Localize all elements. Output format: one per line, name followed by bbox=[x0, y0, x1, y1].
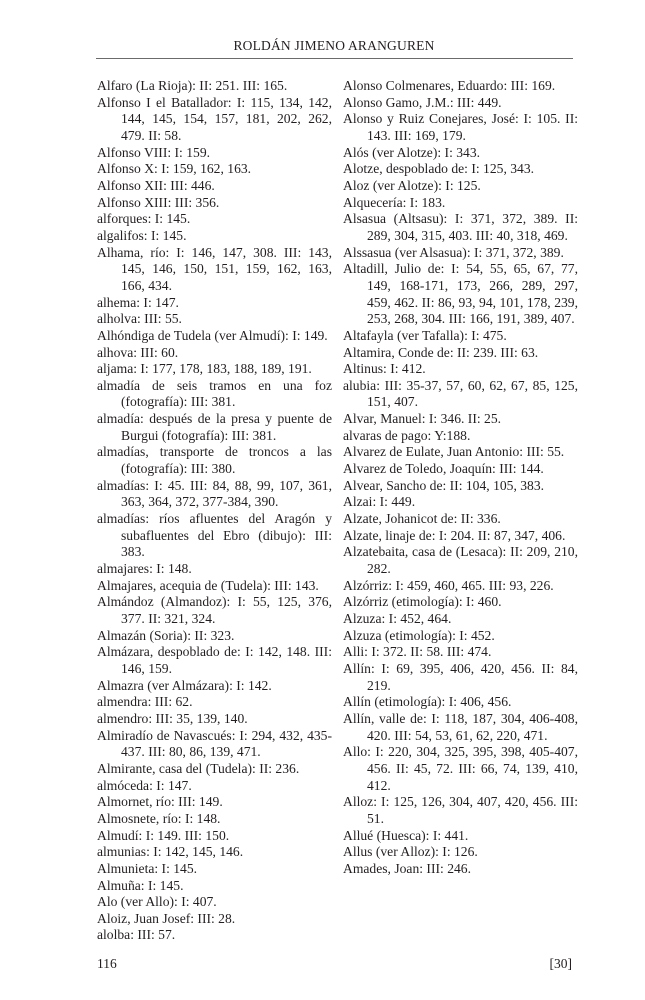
index-entry: Almiradío de Navascués: I: 294, 432, 435-437. III: 80, 86, 139, 471. bbox=[97, 727, 332, 760]
index-entry: Allo: I: 220, 304, 325, 395, 398, 405-407, 456. II: 45, 72. III: 66, 74, 139, 410, 412. bbox=[343, 744, 578, 793]
index-entry: Almuña: I: 145. bbox=[97, 877, 184, 893]
index-entry: Alssasua (ver Alsasua): I: 371, 372, 389. bbox=[343, 244, 564, 260]
index-entry: almendra: III: 62. bbox=[97, 694, 193, 710]
index-entry: alholva: III: 55. bbox=[97, 311, 182, 327]
index-entry: almadías: ríos afluentes del Aragón y subafluentes del Ebro (dibujo): III: 383. bbox=[97, 511, 332, 560]
index-entry: Almázara, despoblado de: I: 142, 148. III: 146, 159. bbox=[97, 644, 332, 676]
index-entry: Alzuza: I: 452, 464. bbox=[343, 611, 452, 626]
index-entry: Allué (Huesca): I: 441. bbox=[343, 827, 469, 843]
index-entry: Alonso Colmenares, Eduardo: III: 169. bbox=[343, 78, 556, 93]
index-entry: Alfaro (La Rioja): II: 251. III: 165. bbox=[97, 78, 288, 93]
index-entry: Alzatebaita, casa de (Lesaca): II: 209, 210, 282. bbox=[343, 544, 578, 577]
index-entry: alolba: III: 57. bbox=[97, 927, 176, 943]
index-entry: Amades, Joan: III: 246. bbox=[343, 860, 471, 876]
index-entry: Almajares, acequia de (Tudela): III: 143. bbox=[97, 577, 319, 593]
index-entry: Alsasua (Altsasu): I: 371, 372, 389. II: 289, 304, 315, 403. III: 40, 318, 469. bbox=[343, 211, 578, 243]
index-entry: Almirante, casa del (Tudela): II: 236. bbox=[97, 760, 300, 776]
index-entry: Alzate, Johanicot de: II: 336. bbox=[343, 511, 501, 527]
index-entry: alforques: I: 145. bbox=[97, 211, 191, 227]
index-entry: Allín (etimología): I: 406, 456. bbox=[343, 694, 512, 710]
index-entry: Alós (ver Alotze): I: 343. bbox=[343, 144, 481, 160]
index-entry: almadías, transporte de troncos a las (fotografía): III: 380. bbox=[97, 444, 332, 477]
index-entry: alhema: I: 147. bbox=[97, 294, 179, 310]
index-entry: Alotze, despoblado de: I: 125, 343. bbox=[343, 161, 535, 177]
index-entry: Alfonso XII: III: 446. bbox=[97, 177, 215, 193]
index-entry: Alvear, Sancho de: II: 104, 105, 383. bbox=[343, 477, 545, 493]
index-entry: Alzuza (etimología): I: 452. bbox=[343, 627, 495, 643]
index-entry: almadías: I: 45. III: 84, 88, 99, 107, 361, 363, 364, 372, 377-384, 390. bbox=[97, 477, 332, 510]
index-entry: Alfonso I el Batallador: I: 115, 134, 142, 144, 145, 154, 157, 181, 202, 262, 479. II: 58. bbox=[97, 94, 332, 143]
index-entry: almadía de seis tramos en una foz (fotografía): III: 381. bbox=[97, 377, 332, 410]
bracket-page-number: [30] bbox=[549, 956, 572, 971]
index-entry: Almazra (ver Almázara): I: 142. bbox=[97, 677, 272, 693]
index-entry: Alzórriz: I: 459, 460, 465. III: 93, 226. bbox=[343, 577, 554, 593]
index-entry: Alfonso VIII: I: 159. bbox=[97, 144, 211, 160]
index-entry: Alquecería: I: 183. bbox=[343, 194, 446, 210]
index-entry: Alli: I: 372. II: 58. III: 474. bbox=[343, 644, 492, 660]
index-entry: almajares: I: 148. bbox=[97, 561, 192, 577]
header-rule bbox=[96, 58, 573, 59]
index-entry: Altadill, Julio de: I: 54, 55, 65, 67, 77, 149, 168-171, 173, 266, 289, 297, 459, 462. II: 86, 93, 94, 101, 178, 239, 253, 268, 304. III: 166, 191, 389, 407. bbox=[343, 261, 578, 327]
index-entry: Alhóndiga de Tudela (ver Almudí): I: 149. bbox=[97, 327, 328, 343]
index-entry: alvaras de pago: Y:188. bbox=[343, 427, 471, 443]
index-entry: Alonso Gamo, J.M.: III: 449. bbox=[343, 94, 502, 110]
index-entry: Almazán (Soria): II: 323. bbox=[97, 627, 235, 643]
index-entry: Almornet, río: III: 149. bbox=[97, 794, 223, 810]
index-column-right bbox=[343, 78, 578, 878]
index-entry: Aloz (ver Alotze): I: 125. bbox=[343, 177, 481, 193]
index-entry: alhova: III: 60. bbox=[97, 344, 179, 360]
index-entry: Allín, valle de: I: 118, 187, 304, 406-408, 420. III: 54, 53, 61, 62, 220, 471. bbox=[343, 710, 578, 743]
index-entry: Alvarez de Eulate, Juan Antonio: III: 55. bbox=[343, 444, 565, 460]
index-entry: almunias: I: 142, 145, 146. bbox=[97, 844, 244, 860]
index-entry: almendro: III: 35, 139, 140. bbox=[97, 710, 248, 726]
index-entry: algalifos: I: 145. bbox=[97, 227, 187, 243]
index-entry: aljama: I: 177, 178, 183, 188, 189, 191. bbox=[97, 361, 312, 377]
index-entry: Altamira, Conde de: II: 239. III: 63. bbox=[343, 344, 539, 360]
index-entry: almadía: después de la presa y puente de Burgui (fotografía): III: 381. bbox=[97, 411, 332, 443]
index-entry: Almudí: I: 149. III: 150. bbox=[97, 827, 230, 843]
index-column-left bbox=[97, 78, 332, 944]
index-entry: Almosnete, río: I: 148. bbox=[97, 810, 221, 826]
index-entry: Alvar, Manuel: I: 346. II: 25. bbox=[343, 411, 502, 427]
index-entry: Alonso y Ruiz Conejares, José: I: 105. II: 143. III: 169, 179. bbox=[343, 111, 578, 143]
page-number: 116 bbox=[97, 956, 117, 971]
index-entry: alubia: III: 35-37, 57, 60, 62, 67, 85, 125, 151, 407. bbox=[343, 377, 578, 410]
index-entry: Alo (ver Allo): I: 407. bbox=[97, 894, 217, 910]
index-entry: Alzai: I: 449. bbox=[343, 494, 416, 510]
index-entry: Altafayla (ver Tafalla): I: 475. bbox=[343, 327, 507, 343]
index-entry: Alhama, río: I: 146, 147, 308. III: 143, 145, 146, 150, 151, 159, 162, 163, 166, 434. bbox=[97, 244, 332, 293]
index-entry: almóceda: I: 147. bbox=[97, 777, 192, 793]
index-entry: Alzórriz (etimología): I: 460. bbox=[343, 594, 502, 610]
running-head: ROLDÁN JIMENO ARANGUREN bbox=[233, 38, 435, 53]
index-entry: Aloiz, Juan Josef: III: 28. bbox=[97, 910, 236, 926]
index-entry: Alloz: I: 125, 126, 304, 407, 420, 456. III: 51. bbox=[343, 794, 578, 826]
index-entry: Alzate, linaje de: I: 204. II: 87, 347, 406. bbox=[343, 527, 566, 543]
index-entry: Alfonso XIII: III: 356. bbox=[97, 194, 220, 210]
index-entry: Alvarez de Toledo, Joaquín: III: 144. bbox=[343, 461, 544, 477]
index-entry: Almándoz (Almandoz): I: 55, 125, 376, 377. II: 321, 324. bbox=[97, 594, 332, 626]
index-entry: Alfonso X: I: 159, 162, 163. bbox=[97, 161, 252, 177]
index-entry: Almunieta: I: 145. bbox=[97, 860, 198, 876]
index-entry: Allus (ver Alloz): I: 126. bbox=[343, 844, 478, 860]
index-entry: Altinus: I: 412. bbox=[343, 361, 426, 377]
index-entry: Allín: I: 69, 395, 406, 420, 456. II: 84, 219. bbox=[343, 660, 578, 693]
